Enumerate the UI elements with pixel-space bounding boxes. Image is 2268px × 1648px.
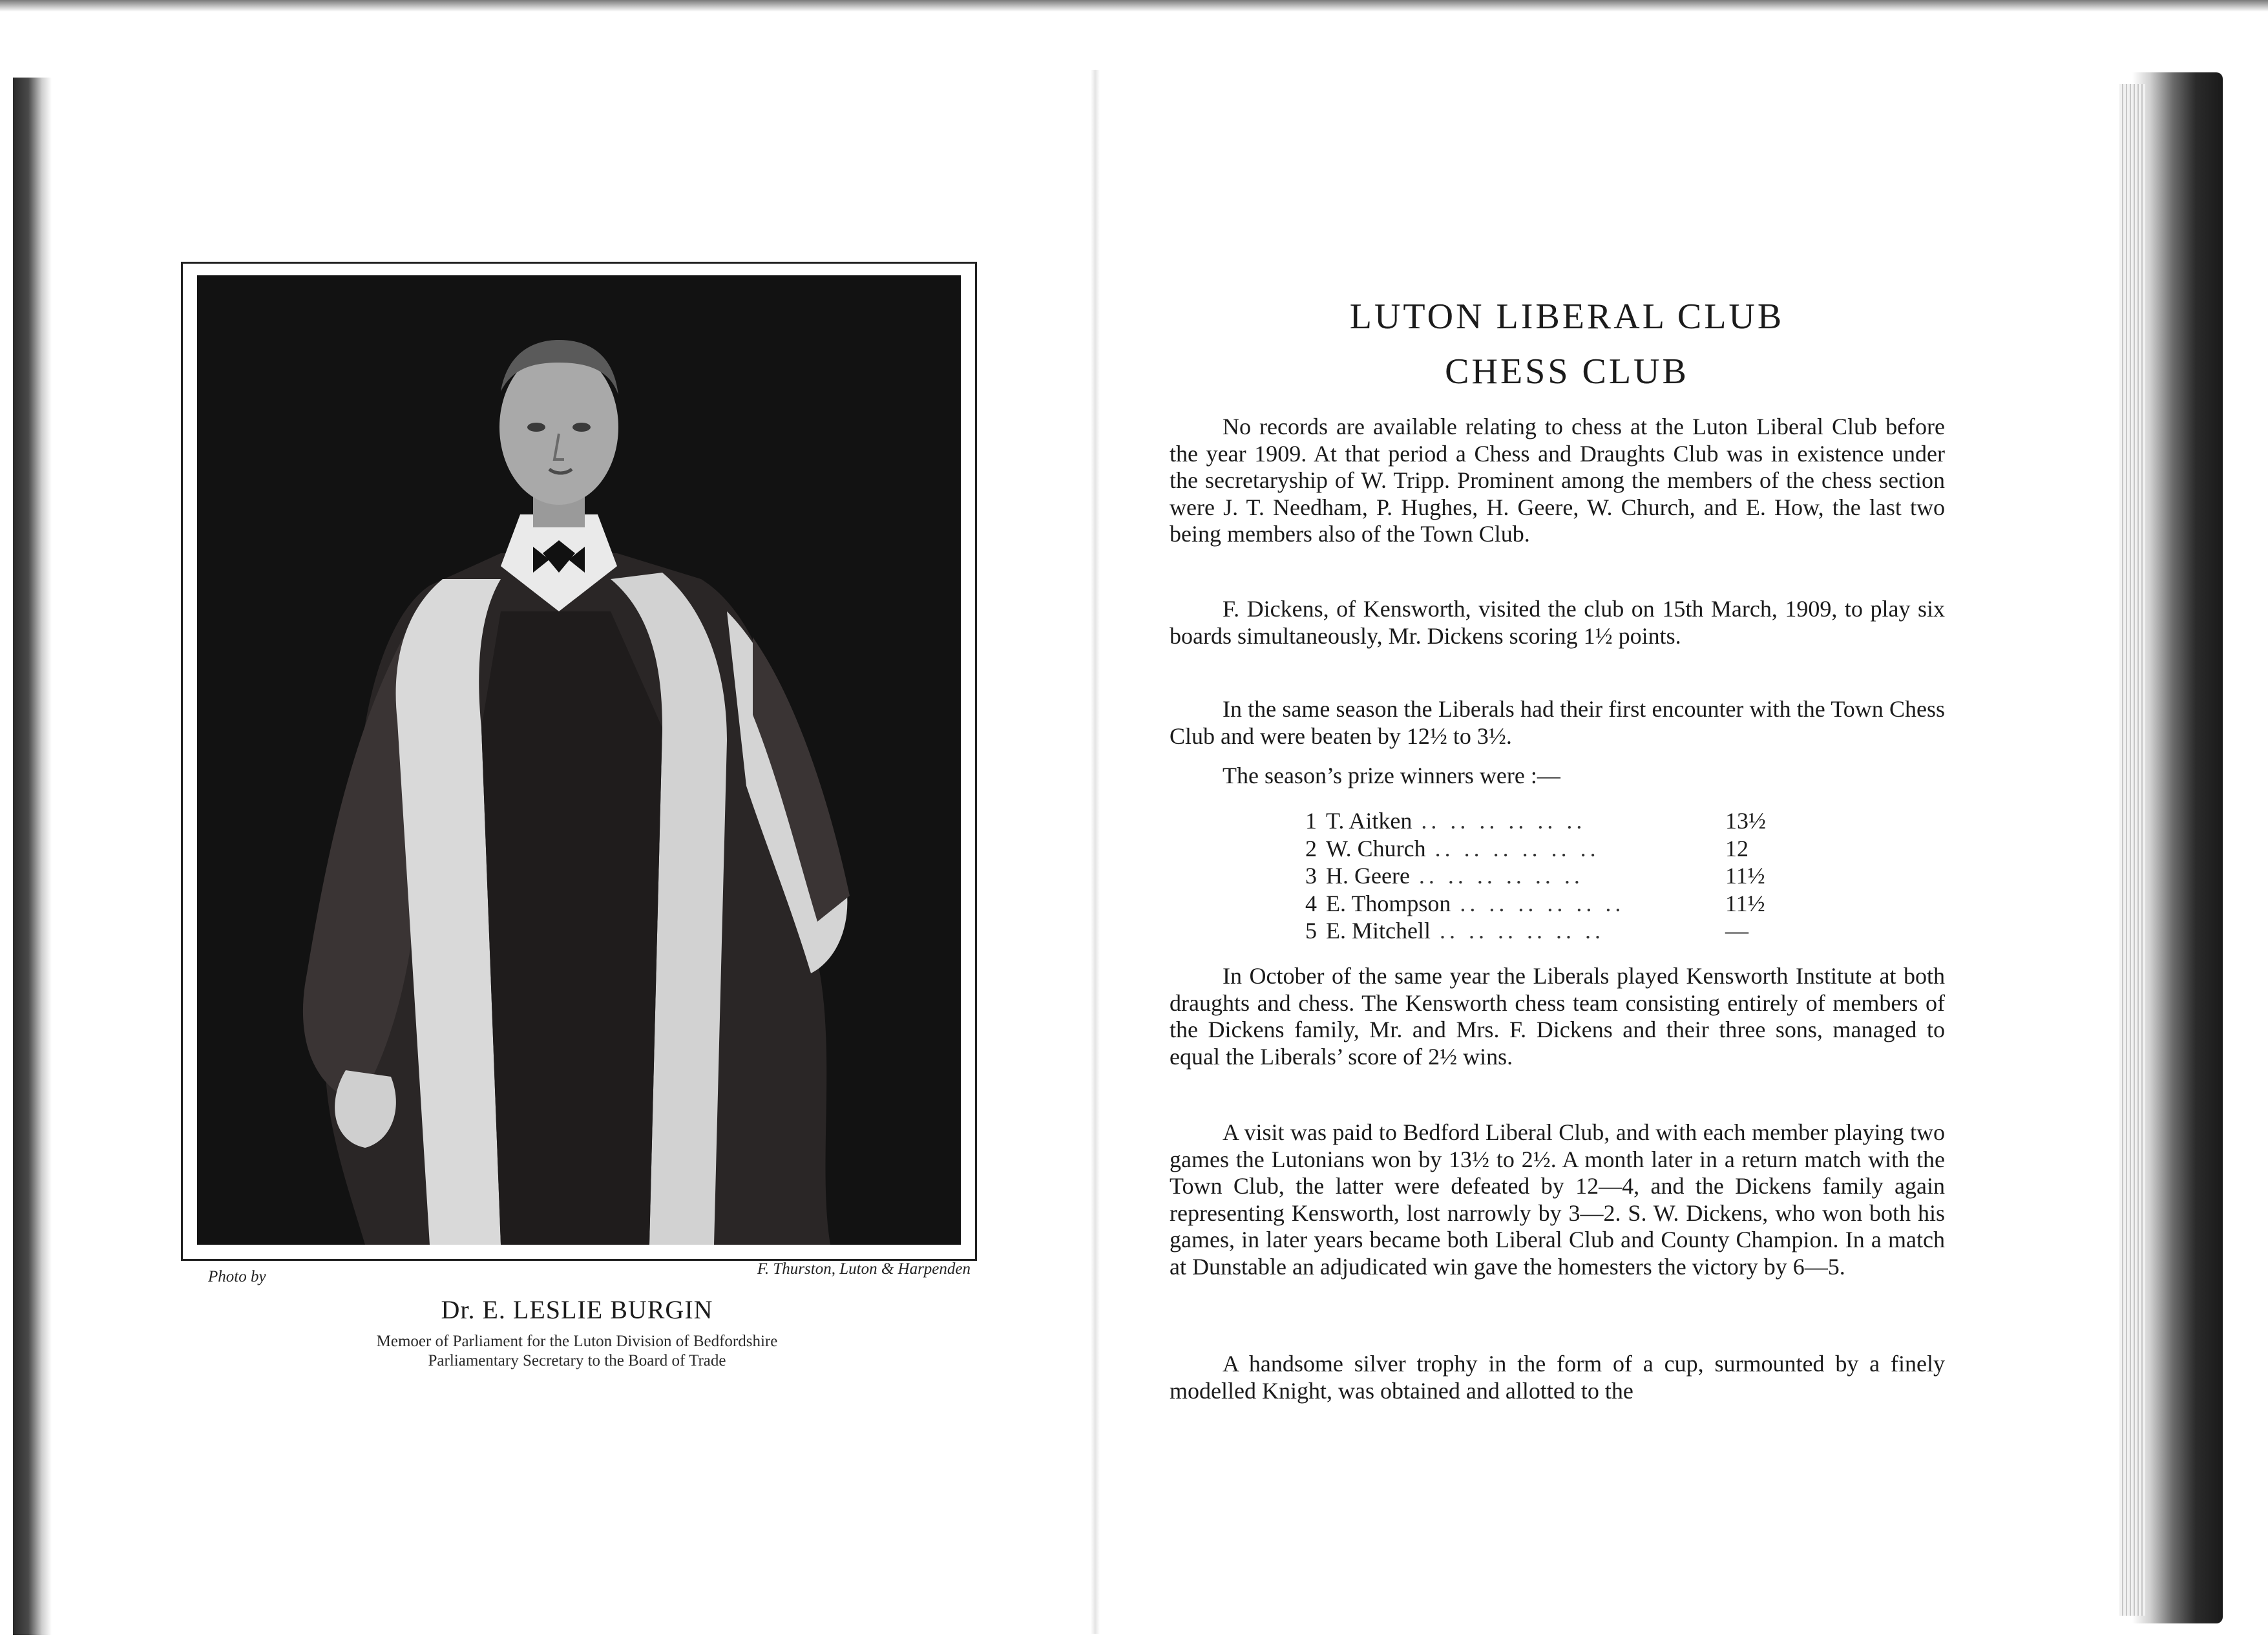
paragraph-5 xyxy=(1170,963,1945,1070)
photo-credit-label: Photo by xyxy=(208,1268,266,1285)
paragraph-6 xyxy=(1170,1119,1945,1280)
prize-name: E. Mitchell xyxy=(1326,918,1431,944)
prize-name: W. Church xyxy=(1326,835,1426,861)
page-title-line-1: LUTON LIBERAL CLUB xyxy=(1349,297,1785,337)
prize-rank: 2 xyxy=(1305,835,1317,861)
book-left-edge xyxy=(13,78,52,1635)
leader-dots: .. .. .. .. .. .. xyxy=(1434,835,1600,861)
prize-rank: 3 xyxy=(1305,863,1317,889)
paragraph-3 xyxy=(1170,696,1945,750)
list-item xyxy=(1305,890,1770,918)
paragraph-1 xyxy=(1170,414,1945,548)
prize-score: — xyxy=(1725,918,1748,944)
prize-rank: 4 xyxy=(1305,890,1317,916)
paragraph-2 xyxy=(1170,596,1945,650)
page-edges xyxy=(2119,84,2145,1616)
prize-rank: 5 xyxy=(1305,918,1317,944)
leader-dots: .. .. .. .. .. .. xyxy=(1439,918,1604,944)
paragraph-4 xyxy=(1170,763,1945,790)
prize-score: 11½ xyxy=(1725,863,1765,889)
portrait-figure xyxy=(197,275,961,1245)
prize-score: 13½ xyxy=(1725,808,1766,834)
book-gutter xyxy=(1091,70,1100,1634)
portrait-caption-line-1: Memoer of Parliament for the Luton Division of Bedfordshire xyxy=(376,1333,778,1350)
prize-name: E. Thompson xyxy=(1326,890,1451,916)
scan-top-shadow xyxy=(0,0,2268,12)
list-item xyxy=(1305,862,1770,890)
paragraph-text: In October of the same year the Liberals played Kensworth Institute at both draughts and chess. The Kensworth chess team consisting entirely of members of the Dickens family, Mr. and Mrs. F. Dickens and their three sons, managed to equal the Liberals’ score of 2½ wins. xyxy=(1170,963,1945,1070)
book-right-cover xyxy=(2132,72,2223,1623)
paragraph-text: In the same season the Liberals had their first encounter with the Town Chess Club and were beaten by 12½ to 3½. xyxy=(1170,696,1945,749)
page-title-line-2: CHESS CLUB xyxy=(1445,352,1689,392)
leader-dots: .. .. .. .. .. .. xyxy=(1421,808,1586,834)
prize-name: T. Aitken xyxy=(1326,808,1412,834)
paragraph-text: A visit was paid to Bedford Liberal Club, and with each member playing two games the Lutonians won by 13½ to 2½. A month later in a return match with the Town Club, the latter were defeated by 12—4, and the Dickens family again representing Kensworth, lost narrowly by 3—2. S. W. Dickens, who won both his games, in later years became both Liberal Club and County Champion. In a match at Dunstable an adjudicated win gave the homesters the victory by 6—5. xyxy=(1170,1119,1945,1280)
paragraph-text: The season’s prize winners were :— xyxy=(1223,763,1560,788)
paragraph-text: No records are available relating to chess at the Luton Liberal Club before the year 1909. At that period a Chess and Draughts Club was in existence under the secretaryship of W. Tripp. Prominent among the members of the chess section were J. T. Needham, P. Hughes, H. Geere, W. Church, and E. How, the last two being members also of the Town Club. xyxy=(1170,414,1945,547)
portrait-photo xyxy=(197,275,961,1245)
prize-rank: 1 xyxy=(1305,808,1317,834)
photo-credit-photographer: F. Thurston, Luton & Harpenden xyxy=(757,1260,971,1278)
portrait-caption-line-2: Parliamentary Secretary to the Board of Trade xyxy=(428,1352,726,1369)
leader-dots: .. .. .. .. .. .. xyxy=(1460,890,1625,916)
paragraph-7 xyxy=(1170,1351,1945,1404)
list-item xyxy=(1305,807,1770,835)
list-item xyxy=(1305,917,1770,945)
leader-dots: .. .. .. .. .. .. xyxy=(1418,863,1584,889)
paragraph-text: F. Dickens, of Kensworth, visited the club on 15th March, 1909, to play six boards simultaneously, Mr. Dickens scoring 1½ points. xyxy=(1170,596,1945,649)
prize-score: 12 xyxy=(1725,835,1748,861)
prize-score: 11½ xyxy=(1725,890,1765,916)
list-item xyxy=(1305,835,1770,863)
paragraph-text: A handsome silver trophy in the form of a cup, surmounted by a finely modelled Knight, was obtained and allotted to the xyxy=(1170,1351,1945,1404)
portrait-caption-name: Dr. E. LESLIE BURGIN xyxy=(441,1295,713,1324)
prize-winners-list xyxy=(1305,807,1770,945)
portrait-photo-frame xyxy=(181,262,977,1261)
prize-name: H. Geere xyxy=(1326,863,1410,889)
